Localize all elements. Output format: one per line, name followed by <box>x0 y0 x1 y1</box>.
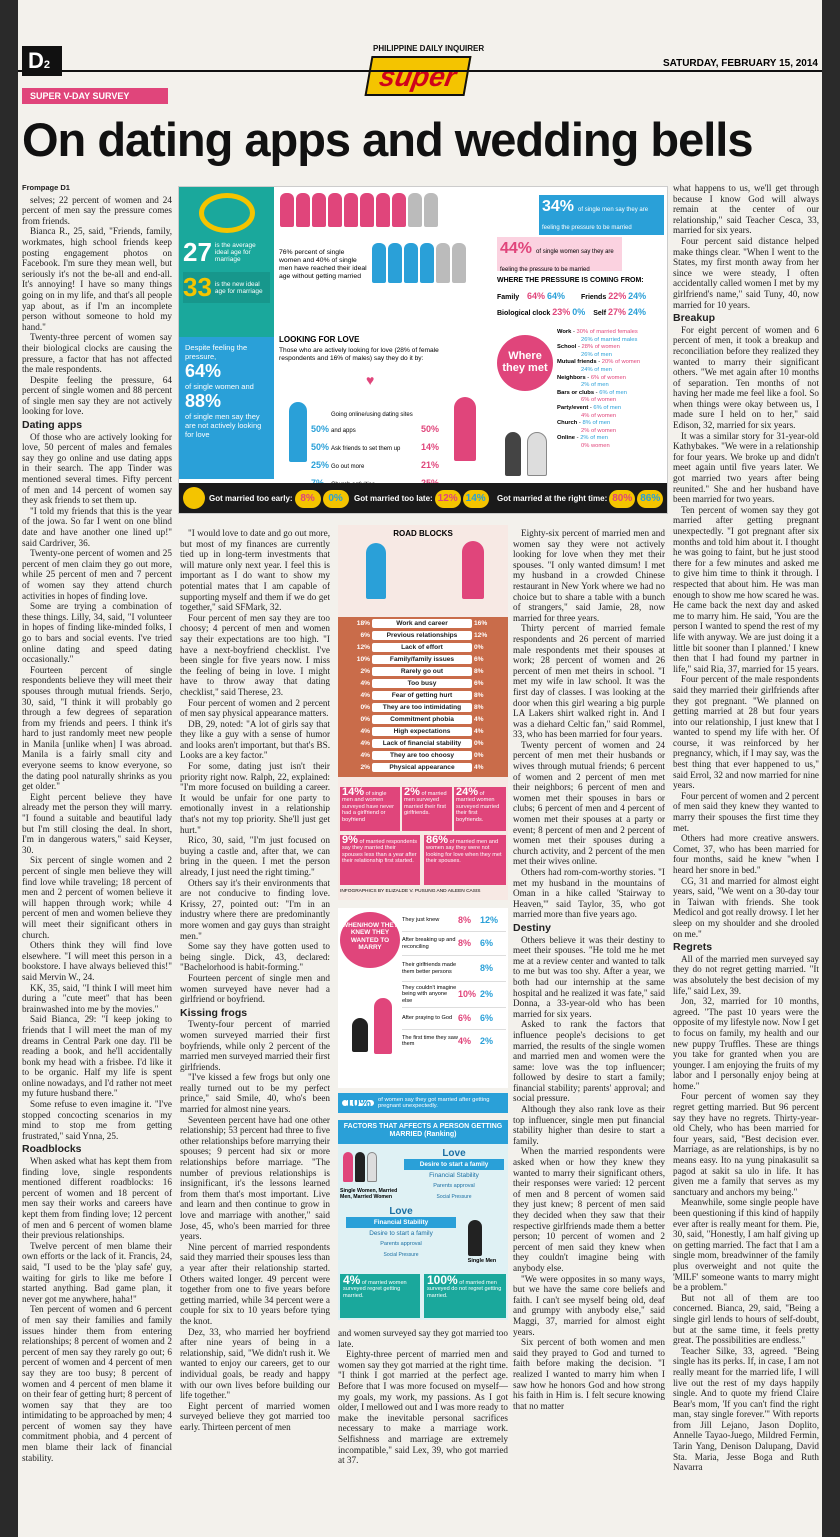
paragraph: Said Bianca, 29: "I keep joking to friends that I will meet the man of my dreams in Central Park one day. I'll be reading a book, and he'll accidentally bonk my head with a frisbee. I'd like it to be organic. Half my life is spent online nowadays, and I'd rather not meet my future husband there." <box>22 1014 172 1099</box>
got-late-women: 12% <box>435 490 461 508</box>
ideal-age-panel <box>179 187 274 337</box>
paragraph: When the married respondents were asked when or how they knew they wanted to marry their significant others, their responses were varied: 12 percent of men and 8 percent of women said they just knew; 8 percent of men said they decided when they saw that their respective girlfriends made them a better person; 10 percent of women and 2 percent of men said they knew when they couldn't imagine being with anybody else. <box>513 1146 665 1273</box>
looking-title: LOOKING FOR LOVE <box>279 335 360 344</box>
when-knew-men: 8% <box>480 963 494 974</box>
regret-men-pct: 100% <box>427 1273 458 1287</box>
article-column-1 <box>22 183 172 1478</box>
roadblock-label: Commitment phobia <box>372 715 472 724</box>
pressure-men-text: of single men say they are feeling the pressure to be married <box>542 207 649 231</box>
rank-item: Love <box>389 1206 413 1217</box>
got-late-label: Got married too late: <box>354 494 433 503</box>
subhead: Dating apps <box>22 419 83 432</box>
paragraph: Some are trying a combination of these things. Lilly, 34, said, "I volunteer in hopes of finding like-minded folks, I go to bars and social events. I've tried online dating and speed dating occasionally." <box>22 601 172 665</box>
got-right-men: 86% <box>637 490 663 508</box>
roadblock-women: 0% <box>360 716 370 723</box>
met-value-b: 2% of women <box>581 427 617 434</box>
paragraph: Four percent of women and 2 percent of men say physical appearance matters. <box>180 697 330 719</box>
paragraph: "I told my friends that this is the year of the jowa. So far I went on one blind date and have another one lined up!" said Cardriver, 36. <box>22 505 172 548</box>
article-column-4 <box>673 183 819 1478</box>
stat-box-2 <box>402 787 452 831</box>
subhead: Regrets <box>673 941 713 954</box>
heart-icon: ♥ <box>366 374 375 389</box>
when-knew-men: 2% <box>480 1035 494 1046</box>
article-column-3-lead <box>338 1328 508 1478</box>
met-value-b: 2% of men <box>581 382 609 389</box>
looking-method: Ask friends to set them up <box>331 446 401 452</box>
stat-5-text: of married men and women say they were not looking for love when they met their spouses. <box>426 839 502 865</box>
met-value-a: 8% of men <box>582 420 611 427</box>
got-early-men: 0% <box>323 490 349 508</box>
article-column-2 <box>180 528 330 1478</box>
got-early-women: 8% <box>295 490 321 508</box>
paragraph: Dez, 33, who married her boyfriend after nine years of being in a relationship, said, "We didn't rush it. We wanted to enjoy our careers, get to our individual goals, be ready and happy with our own lives before building our life together." <box>180 1326 330 1401</box>
roadblock-men: 6% <box>474 656 484 663</box>
stat-3-pct: 24% <box>456 786 479 798</box>
met-place: Party/event <box>557 404 589 411</box>
paragraph: Asked to rank the factors that influence people's decisions to get married, the results of the single women and married men and women were the same: love was the top influencer; followed by desire to start a family; financial stability; parents' approval; and social pressure. <box>513 1019 665 1104</box>
stat-4-pct: 9% <box>342 834 358 846</box>
roadblock-men: 0% <box>474 740 484 747</box>
roadblock-women: 6% <box>360 632 370 639</box>
age-text: 76% percent of single women and 40% of single men have reached their ideal age without getting married <box>279 249 367 280</box>
paragraph: Despite feeling the pressure, 64 percent of single women and 88 percent of single men say they are not actively looking for love. <box>22 374 172 417</box>
paragraph: Twenty-three percent of women say their biological clocks are causing the pressure, a factor that has not affected the male respondents. <box>22 332 172 375</box>
stat-3-text: of married women surveyed married their first boyfriends. <box>456 791 500 823</box>
met-value-b: 0% women <box>581 442 610 449</box>
roadblock-label: Lack of financial stability <box>372 739 472 748</box>
not-looking-women-pct: 64% <box>185 361 222 381</box>
paragraph: For some, dating just isn't their priority right now. Ralph, 22, explained: "I'm more focused on building a career. It would be unfair for one party to emotionally invest in a relationship that's not my top priority. She'll just get hurt." <box>180 761 330 835</box>
where-pressure-title: WHERE THE PRESSURE IS COMING FROM: <box>497 277 644 284</box>
met-value-b: 26% of married males <box>581 336 638 343</box>
when-knew-reason: They just knew <box>402 917 440 924</box>
roadblock-label: Previous relationships <box>372 631 472 640</box>
roadblock-women: 12% <box>356 644 370 651</box>
where-met-list: Work - 30% of married females 26% of married males School - 28% of women 26% of men Mutual friends - 20% of women 24% of men Neighbors - 6% of women 2% of men Bars or clubs - 6% of men 6% of women Party/event - 6% of men 4% of women Church - 8% of men 2% of women Online - 2% of men 0% women <box>557 329 641 449</box>
paragraph: Of those who are actively looking for love, 50 percent of males and females say they go online and use dating apps in their search. The app Tinder was mentioned several times. Fifty percent of men and 14 percent of women say they ask friends to set them up. <box>22 431 172 506</box>
page-number: D2 <box>22 46 62 76</box>
roadblock-women: 4% <box>360 740 370 747</box>
rank-item: Social Pressure <box>436 1194 472 1200</box>
paragraph: Eighty-three percent of married men and women say they got married at the right time. "I think I got married at the perfect age. Before that I was more focused on myself—my goals, my work, my passions. As I got older, I mellowed out and I was more ready to make the inevitable personal sacrifices necessary to make a marriage work. Selfishness and marriage are extremely incompatible," said Lex, 39, who got married at 37. <box>338 1349 508 1466</box>
pressure-women-value: 23% <box>552 307 571 317</box>
paragraph: Twelve percent of men blame their own efforts or the lack of it. Francis, 24, said, "I used to be the 'play safe' guy, waiting for girls to like me before I started anything. Bad game plan, it never got me anywhere, haha!" <box>22 1240 172 1304</box>
roadblock-label: Fear of getting hurt <box>372 691 472 700</box>
paragraph: Jon, 32, married for 10 months, agreed. "The past 10 years were the opposite of my lifestyle now. Now I get to focus on family, my health and our new puppy Truffles. These are things you take for granted when you are younger. I am enjoying the fruits of my labor and I personally enjoy being at home." <box>673 996 819 1091</box>
met-value-a: 20% of women <box>601 359 641 366</box>
met-value-a: 6% of men <box>593 404 622 411</box>
when-knew-men: 12% <box>480 915 499 926</box>
met-value-b: 24% of men <box>581 366 612 373</box>
single-man-figure <box>468 1220 482 1256</box>
got-early-label: Got married too early: <box>209 494 293 503</box>
roadblock-women: 0% <box>360 704 370 711</box>
looking-method: Go out more <box>331 464 365 470</box>
pregnant-pct: 10% <box>342 1100 374 1106</box>
when-knew-men: 2% <box>480 989 494 1000</box>
pressure-men-value: 0% <box>572 307 586 317</box>
paragraph: CG, 31 and married for almost eight years, said, "We went on a 30-day tour in Taiwan with friends. She took Medicol and got really drowsy. I let her sleep on my shoulder and she drooled on me." <box>673 875 819 939</box>
roadblock-men: 12% <box>474 632 488 639</box>
got-right-label: Got married at the right time: <box>497 494 608 503</box>
looking-list <box>311 407 451 493</box>
rank-item: Social Pressure <box>383 1252 419 1258</box>
despite-text: Despite feeling the pressure, <box>185 343 248 361</box>
looking-text: Those who are actively looking for love (28% of female respondents and 16% of males) say they do it by: <box>279 347 439 362</box>
roadblock-women: 4% <box>360 752 370 759</box>
looking-man-figure <box>289 402 307 462</box>
clock-icon <box>183 487 205 509</box>
met-place: Work <box>557 329 572 335</box>
subhead: Roadblocks <box>22 1143 82 1156</box>
factors-graphic <box>338 1120 508 1320</box>
roadblock-men: 4% <box>474 716 484 723</box>
headline: On dating apps and wedding bells <box>22 113 753 166</box>
paragraph: Seventeen percent have had one other relationship; 53 percent had three to five other relationships before marrying their spouses; 9 percent had six or more relationships before marriage. "The number of previous relationships is insignificant, it's the lessons learned from them that's most important. Live and learn and then continue to grow in love and marriage with another," said Jose, 45, who's been married for three years. <box>180 1114 330 1242</box>
when-they-knew-graphic <box>338 908 508 1088</box>
pressure-women-value: 27% <box>607 307 626 317</box>
road-body <box>338 617 508 777</box>
pressure-men <box>539 195 664 235</box>
issue-date: SATURDAY, FEBRUARY 15, 2014 <box>662 58 818 69</box>
section-kicker: SUPER V-DAY SURVEY <box>22 88 168 104</box>
group2-label: Single Men <box>467 1258 497 1264</box>
road-woman-figure <box>462 541 484 599</box>
met-place: Church <box>557 420 578 427</box>
when-knew-men: 6% <box>480 1013 494 1024</box>
looking-women-value: 50% <box>421 424 440 434</box>
paragraph: selves; 22 percent of women and 24 percent of men say the pressure comes from friends. <box>22 194 172 226</box>
pressure-source: Biological clock <box>497 310 551 317</box>
subhead: Breakup <box>673 312 716 325</box>
paragraph: Some say they have gotten used to being single. Dick, 43, declared: "Bachelorhood is habit-forming." <box>180 941 330 973</box>
roadblock-women: 4% <box>360 692 370 699</box>
header-rule <box>18 50 822 72</box>
paragraph: Bianca R., 25, said, "Friends, family, workmates, high school friends keep posting engagement photos on Facebook. I'm sure they mean well, but seriously it's not the be-all and end-all. It's annoying! I have so many things going on in my life, and that's all people yap about, as if I'm an incomplete person without someone to hold my hand." <box>22 226 172 332</box>
paragraph: Meanwhile, some single people have been questioning if this kind of happily ever after is really meant for them. Pie, 30, said, "Honestly, I am half giving up on getting married. The fact that I am a single mom, breadwinner of the family plus overweight and not quite the 'MILF' someone wants to marry might be a problem." <box>673 1197 819 1293</box>
paragraph: Fourteen percent of single men and women surveyed have never had a girlfriend or boyfriend. <box>180 972 330 1005</box>
paragraph: Thirty percent of married female respondents and 26 percent of married male respondents met their spouses at work; 28 percent of women and 26 percent of men met theirs in school. "I met my wife in law school. It was the first day of classes. I was looking at the door when this girl wearing a big purple LA Lakers shirt walked right in. And I was a diehard Celtic fan," said Rommel, 33, who has been married for four years. <box>513 623 665 740</box>
paragraph: Teacher Silke, 33, agreed. "Being single has its perks. If, in case, I am not really meant for the married life, I will live out the rest of my days happily single. And to quote my friend Claire Bear's mom, 'If you can't find the right man, stay single forever.'" With reports from Jill Lejano, Jason Doplito, Annelle Tayao-Juego, Mildred Fermin, Tarin Yang, Denison Dalupang, David Sta. Maria, Jesse Boga and Ruth Navarra <box>673 1345 819 1473</box>
roadblock-women: 2% <box>360 668 370 675</box>
paragraph: Six percent of single women and 2 percent of single men believe they will find love while traveling; 18 percent of men and 2 percent of women believe it will happen through work; while 4 percent of men and women believe they will meet their significant others in church. <box>22 855 172 940</box>
newspaper-page <box>18 0 822 1537</box>
roadblock-women: 10% <box>356 656 370 663</box>
looking-men-value: 50% <box>311 424 330 434</box>
survey-infographic <box>178 186 668 514</box>
looking-men-value: 50% <box>311 442 330 452</box>
pressure-women-pct: 44% <box>500 240 533 257</box>
when-knew-badge: WHEN/HOW THEY KNEW THEY WANTED TO MARRY <box>340 912 400 968</box>
paragraph: Twenty percent of women and 24 percent of men met their husbands or wives through mutual friends; 6 percent of women and 2 percent of men met their neighbors; 6 percent of men and women met their spouses in bars or clubs; 6 percent of men and 4 percent of women met their spouses at a party or event; 8 percent of men and 2 percent of women met their spouses during a church activity, and 2 percent of the men met their wives online. <box>513 739 665 867</box>
roadblock-label: Rarely go out <box>372 667 472 676</box>
stat-2-text: of married men surveyed married their first girlfriends. <box>404 791 447 817</box>
stat-1-pct: 14% <box>342 786 365 798</box>
group1-figures <box>342 1152 402 1188</box>
met-value-b: 6% of women <box>581 397 617 404</box>
where-met-badge: Where they met <box>497 335 553 391</box>
paragraph: Eighty-six percent of married men and women say they were not actively looking for love when they met their spouses. "I only wanted dimsum! I met my husband in a crowded Chinese restaurant in New York where we had no choice but to share a table with a bunch of strangers," said Jamie, 28, now married for three years. <box>513 528 665 623</box>
when-knew-reason: Their girlfriends made them better persons <box>402 962 457 975</box>
met-place: Bars or clubs <box>557 389 595 396</box>
pressure-source: Family <box>497 294 520 301</box>
when-knew-women: 10% <box>458 989 477 1000</box>
kneeling-couple-figure <box>350 998 394 1054</box>
infographic-credit: INFOGRAPHICS BY ELIZALDE V. PUSUNG AND AILEEN CASIS <box>340 889 481 894</box>
roadblock-women: 4% <box>360 680 370 687</box>
not-looking-women-label: of single women and <box>185 382 254 391</box>
when-knew-reason: The first time they saw them <box>402 1034 458 1047</box>
figures-women <box>279 193 489 232</box>
subhead: Kissing frogs <box>180 1006 248 1019</box>
pressure-men-value: 64% <box>546 291 565 301</box>
paragraph: Others say it's their environments that are not conducive to finding love. Krissy, 27, pointed out: "I'm in an industry where there are predominantly more women and gay guys than straight men." <box>180 877 330 941</box>
rank-item: Desire to start a family <box>369 1230 433 1237</box>
road-man-figure <box>366 543 386 599</box>
when-knew-men: 6% <box>480 938 494 949</box>
regret-box-women <box>340 1274 420 1318</box>
regret-box-men <box>424 1274 506 1318</box>
jump-line: Frompage D1 <box>22 183 70 192</box>
looking-method: Going online/using dating sites and apps <box>331 412 413 434</box>
figures-men <box>371 243 491 288</box>
paragraph: Eight percent of married women surveyed believe they got married too early. Thirteen percent of men <box>180 1400 330 1432</box>
when-knew-women: 8% <box>458 938 472 949</box>
when-knew-women: 8% <box>458 915 472 926</box>
paragraph: Ten percent of women say they got married after getting pregnant unexpectedly. "I got pregnant after six months and told him about it. I thought he was going to faint, but he just stood there for a few minutes and asked me to give him time to think it through. I respected that about him. He was man enough to show me how scared he was. He came back the next day and asked me to marry him. He said, 'You are the person I wanted to spend the rest of my life with anyway. We are just doing it a little bit sooner than I planned.' I knew then that I had found my partner in life," said Ria, 37, married for 15 years. <box>673 504 819 674</box>
roadblock-men: 6% <box>474 680 484 687</box>
paragraph: DB, 29, noted: "A lot of girls say that they like a guy with a sense of humor and looks aren't important, but that's BS. Looks are a key factor." <box>180 718 330 761</box>
factors-title: FACTORS THAT AFFECTS A PERSON GETTING MARRIED (Ranking) <box>338 1120 508 1144</box>
when-knew-women: 6% <box>458 1013 472 1024</box>
paragraph: and women surveyed say they got married too late. <box>338 1328 508 1349</box>
paragraph: Nine percent of married respondents said they married their spouses less than a year after their relationship started. Others waited longer. 49 percent were together from one to five years before getting married, while 34 percent were a couple for six to 10 years before tying the knot. <box>180 1241 330 1326</box>
not-looking-men-pct: 88% <box>185 391 222 411</box>
when-knew-list <box>402 910 506 1052</box>
paragraph: But not all of them are too concerned. Bianca, 29, said, "Being a single girl lends to hours of self-doubt, but at the same time, it feels pretty great. The possibilities are endless." <box>673 1292 819 1346</box>
paragraph: Others had rom-com-worthy stories. "I met my husband in the mountains of Oman in a hike called 'Stairway to Heaven,'" said Taylor, 35, who got married more than five years ago. <box>513 867 665 920</box>
met-place: Neighbors <box>557 374 586 381</box>
paragraph: Four percent of women and 2 percent of men said they knew they wanted to marry their spouses the first time they met. <box>673 790 819 833</box>
pressure-men-pct: 34% <box>542 198 575 215</box>
regret-men-text: of married men surveyed do not regret getting married. <box>427 1280 502 1299</box>
subhead: Destiny <box>513 921 551 934</box>
paragraph: Although they also rank love as their top influencer, single men put financial stability higher than desire to start a family. <box>513 1104 665 1146</box>
timing-bar <box>179 483 668 514</box>
roadblock-men: 8% <box>474 668 484 675</box>
pressure-women <box>497 237 622 271</box>
regret-women-text: of married women surveyed regret getting married. <box>343 1280 407 1299</box>
paragraph: "We were opposites in so many ways, but we have the same core beliefs and faith. I can't see myself being old, deaf and grumpy with anybody else," said Maggi, 37, married for almost eight years. <box>513 1273 665 1337</box>
paragraph: When asked what has kept them from finding love, single respondents mentioned different roadblocks: 16 percent of women and 18 percent of men say their works and careers have kept them from finding love; 12 percent of men and 6 percent of women blame their previous relationships. <box>22 1156 172 1241</box>
met-value-a: 6% of men <box>599 389 627 396</box>
regret-women-pct: 4% <box>343 1273 361 1287</box>
looking-woman-figure <box>454 397 476 461</box>
stat-2-pct: 2% <box>404 786 420 798</box>
paragraph: "I would love to date and go out more, but most of my finances are currently tied up in long-term investments that will mature only next year. I feel this is important as I do want to show my potential mates that I am capable of supporting myself and them if we do get together," said SFMark, 32. <box>180 528 330 613</box>
roadblock-men: 0% <box>474 752 484 759</box>
roadblock-men: 4% <box>474 764 484 771</box>
despite-panel <box>179 337 274 479</box>
met-place: Mutual friends <box>557 359 597 366</box>
paragraph: It was a similar story for 31-year-old Kathybakes. "We were in a relationship for four years. We broke up and didn't meet again until five years later. We got married two years after being reunited." She and her husband have been married for two years. <box>673 430 819 505</box>
paragraph: Twenty-four percent of married women surveyed married their first boyfriends, while only 2 percent of the married men surveyed married their first girlfriends. <box>180 1019 330 1072</box>
pressure-men-value: 24% <box>627 307 646 317</box>
paragraph: Others believe it was their destiny to meet their spouses. "He told me he met me at a review center and wanted to talk to me but was too shy. After a year, we both had our internship at the same hospital and he realized it was fate," said Donna, a 33-year-old who has been married for six years. <box>513 934 665 1019</box>
age-new-number: 33 <box>183 272 212 302</box>
publication-name: PHILIPPINE DAILY INQUIRER <box>373 44 485 53</box>
met-value-b: 26% of men <box>581 351 612 358</box>
looking-women-value: 21% <box>421 460 440 470</box>
roadblock-label: Lack of effort <box>372 643 472 652</box>
paragraph: Four percent said distance helped make things clear. "When I went to the States, my first month away from her since we were steady, I often accidentally called women I met by my girlfriend's name," said Tuny, 40, now married for 10 years. <box>673 235 819 310</box>
rank-item: Love <box>442 1148 466 1159</box>
age-avg-label: is the average ideal age for marriage <box>214 242 256 263</box>
roadblocks-title: ROAD BLOCKS <box>393 529 453 538</box>
roadblock-women: 2% <box>360 764 370 771</box>
couple-figure <box>501 432 551 476</box>
group1-label: Single Women, Married Men, Married Women <box>340 1188 398 1200</box>
roadblock-label: They are too choosy <box>372 751 472 760</box>
paragraph: Fourteen percent of single respondents believe they will meet their spouses through mutual friends. Serjo, 30, said, "I think it will probably go through a few degrees of separation from my friends and peers. I think it's hard to just randomly meet new people in Manila [unlike when] I was abroad. Manila is a fairly small city and everyone seems to know everyone, so the dating pool naturally shrinks as you get older." <box>22 664 172 792</box>
paragraph: KK, 35, said, "I think I will meet him during a "cute meet" that has been brainwashed into me by the movies." <box>22 982 172 1014</box>
pressure-men-value: 24% <box>628 291 647 301</box>
stat-box-4 <box>340 835 420 885</box>
stat-5-pct: 86% <box>426 834 449 846</box>
roadblock-label: Work and career <box>372 619 472 628</box>
article-column-3 <box>513 528 665 1478</box>
stat-4-text: of married respondents say they married their spouses less than a year after their relationship first started. <box>342 839 417 865</box>
rank-item: Financial Stability <box>429 1172 479 1179</box>
met-place: Online <box>557 435 576 442</box>
pressure-women-text: of single women say they are feeling the pressure to be married <box>500 249 614 273</box>
when-knew-reason: They couldn't imagine being with anyone else <box>402 984 457 1004</box>
paragraph: Twenty-one percent of women and 25 percent of men claim they go out more, while 25 percent of men and 7 percent of women say they attend church activities in hopes of finding love. <box>22 548 172 601</box>
met-value-a: 30% of married females <box>576 329 638 335</box>
pressure-women-value: 22% <box>608 291 627 301</box>
paragraph: Some refuse to even imagine it. "I've stopped concocting scenarios in my mind to stop me from getting frustrated," said Ynna, 25. <box>22 1099 172 1141</box>
roadblock-label: High expectations <box>372 727 472 736</box>
pregnant-stat-bar <box>338 1093 508 1113</box>
paragraph: Ten percent of women and 6 percent of men say their families and family issues hinder them from entering relationships; 8 percent of women and 2 percent of men say they rarely go out; 6 percent of women and 4 percent of men say they are too busy; 8 percent of women and 4 percent of men blame it on their fear of getting hurt; 8 percent of women say that they are too intimidating to be approached by men; 4 percent of women say they have commitment phobia, and 4 percent of men blame their lack of financial stability. <box>22 1304 172 1463</box>
pregnant-text: of women say they got married after getting pregnant unexpectedly. <box>378 1096 490 1109</box>
not-looking-men-label: of single men say they are not actively looking for love <box>185 412 262 439</box>
super-logo: super <box>364 56 471 96</box>
pressure-source: Self <box>593 310 607 317</box>
roadblock-men: 0% <box>474 644 484 651</box>
pressure-source: Friends <box>580 294 607 301</box>
met-value-b: 4% of women <box>581 412 617 419</box>
age-avg-number: 27 <box>183 237 212 267</box>
paragraph: Others think they will find love elsewhere. "I will meet this person in a bookstore. I have always believed this!" said Mervin W., 24. <box>22 940 172 982</box>
where-pressure-list <box>497 289 668 321</box>
roadblock-women: 18% <box>356 620 370 627</box>
paragraph: For eight percent of women and 6 percent of men, it took a breakup and reconciliation before they realized they wanted to marry their significant others. "We met again after 10 months of separation. Ten months of not having her made me feel like a fool. So when things were okay between us, I made sure I held on to her," said Edison, 32, married for six years. <box>673 324 819 431</box>
met-value-a: 6% of women <box>590 374 626 381</box>
roadblock-label: Too busy <box>372 679 472 688</box>
paragraph: Four percent of women say they regret getting married. But 96 percent say they have no regrets. Thirty-year-old Chely, who has been married for four years, said, "Best decision ever. Marriage, as are relationships, is by no means easy. Ito na yung pinakasulit sa pagod at sakit sa ulo in life. It has given me a family that serves as my sanctuary and anchors my being." <box>673 1091 819 1197</box>
stat-box-5 <box>424 835 506 885</box>
roadblock-label: They are too intimidating <box>372 703 472 712</box>
stat-1-text: of single men and women surveyed have never had a girlfriend or boyfriend <box>342 791 394 823</box>
when-knew-reason: After praying to God <box>402 1015 453 1022</box>
looking-women-value: 14% <box>421 442 440 452</box>
paragraph: Four percent of the male respondents said they married their girlfriends after they got pregnant. "We planned on getting married at 28 but four years into our relationship, I just knew that I wanted to spend my life with her. Of course, it was reinforced by her pregnancy, which, if I may say, was the best thing that ever happened to us," said Errol, 32 and now married for nine years. <box>673 674 819 791</box>
pressure-women-value: 64% <box>527 291 546 301</box>
paragraph: "I've kissed a few frogs but only one really turned out to be my perfect prince," said Smile, 40, who's been married for almost nine years. <box>180 1072 330 1115</box>
roadblock-men: 4% <box>474 728 484 735</box>
roadblock-women: 4% <box>360 728 370 735</box>
rings-icon <box>199 193 255 233</box>
rank1-list <box>404 1148 504 1203</box>
stat-box-3 <box>454 787 506 831</box>
roadblocks-graphic <box>338 525 508 900</box>
got-right-women: 80% <box>609 490 635 508</box>
paragraph: what happens to us, we'll get through because I know God will always remain at the center of our relationship," said Teacher Cesca, 33, married for six years. <box>673 183 819 236</box>
met-place: School <box>557 344 577 351</box>
rank-item: Financial Stability <box>346 1217 456 1228</box>
looking-men-value: 25% <box>311 460 330 470</box>
paragraph: All of the married men surveyed say they do not regret getting married. "It was absolutely the best decision of my life," said Lex, 39. <box>673 953 819 996</box>
rank-item: Parents approval <box>433 1183 475 1189</box>
got-late-men: 14% <box>463 490 489 508</box>
rank2-list <box>346 1206 456 1261</box>
paragraph: Six percent of both women and men said they prayed to God and turned to faith before making the decision. "I realized I wanted to marry him when I saw how he honors God and how strong his faith in Him is. I felt secure knowing that no matter <box>513 1337 665 1411</box>
met-value-a: 28% of women <box>581 344 620 351</box>
when-knew-women: 4% <box>458 1035 472 1046</box>
age-new-label: is the new ideal age for marriage <box>214 280 263 295</box>
paragraph: Four percent of men say they are too choosy; 4 percent of men and women say their expectations are too high. "I have a next-boyfriend checklist. I've been single for five years now. I miss the feeling of being in love. I might have to throw away that dating checklist," said Therese, 23. <box>180 612 330 697</box>
rank-item: Desire to start a family <box>404 1159 504 1170</box>
roadblock-men: 8% <box>474 692 484 699</box>
roadblock-men: 8% <box>474 704 484 711</box>
roadblock-label: Family/family issues <box>372 655 472 664</box>
met-value-a: 2% of men <box>580 435 608 442</box>
paragraph: Rico, 30, said, "I'm just focused on buying a castle and, after that, we can bring in the queen. I met the person already, I just need the right timing." <box>180 835 330 877</box>
when-knew-reason: After breaking up and reconciling <box>402 937 456 950</box>
roadblock-label: Physical appearance <box>372 763 472 772</box>
roadblock-men: 16% <box>474 620 488 627</box>
paragraph: Others had more creative answers. Comet, 37, who has been married for four months, said he knew "when I heard her snore in bed." <box>673 833 819 875</box>
stat-box-1 <box>340 787 400 831</box>
paragraph: Eight percent believe they have already met the person they will marry. "I found a suitable and beautiful lady but I'm still closing the deal. In short, I'm in dangerous waters," said Keyser, 30. <box>22 791 172 855</box>
rank-item: Parents approval <box>380 1241 422 1247</box>
